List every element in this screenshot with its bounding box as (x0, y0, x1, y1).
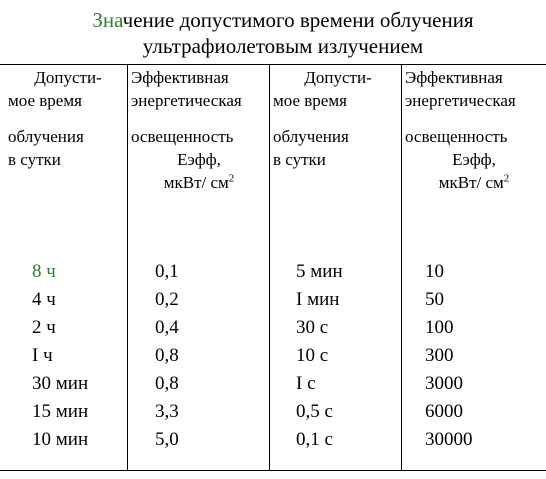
header-line: Эффективная (131, 68, 229, 87)
table-cell: 0,1 с (296, 429, 333, 450)
table-cell: I мин (296, 289, 340, 310)
table-cell: 15 мин (32, 401, 89, 422)
header-line: мое время (273, 91, 347, 110)
column-divider-2 (269, 64, 270, 470)
table-cell: 0,5 с (296, 401, 333, 422)
table-cell: 30000 (425, 429, 473, 450)
header-line: освещенность (405, 127, 508, 146)
col-time-right (296, 258, 343, 454)
table-cell: 6000 (425, 401, 463, 422)
header-line: освещенность (131, 127, 234, 146)
page-title (20, 8, 546, 32)
header-unit: мкВт/ $см^2$ (163, 172, 235, 192)
header-line: в сутки (8, 150, 61, 169)
table-cell: 4 ч (32, 289, 56, 310)
table-cell: 0,4 (155, 317, 179, 338)
header-line: мое время (8, 91, 82, 110)
header-gap (273, 112, 399, 125)
header-line: Еэфф, (177, 150, 221, 169)
header-line: Допусти- (304, 68, 372, 87)
table-bottom-rule (0, 470, 546, 471)
header-line: энергетическая (405, 91, 516, 110)
column-divider-3 (401, 64, 402, 470)
page-subtitle: ультрафиолетовым излучением (142, 34, 424, 58)
table-cell: 0,8 (155, 373, 179, 394)
table-cell: 5,0 (155, 429, 179, 450)
table-cell: 2 ч (32, 317, 56, 338)
header-line: в сутки (273, 150, 326, 169)
header-line: энергетическая (131, 91, 242, 110)
table-cell: I ч (32, 345, 53, 366)
table-cell: 30 с (296, 317, 329, 338)
header-gap (8, 112, 124, 125)
col-time-left (32, 258, 88, 454)
table-cell: 8 ч (32, 261, 56, 282)
header-time-left (8, 66, 124, 171)
header-time-right (273, 66, 399, 171)
table-cell: 10 (425, 261, 444, 282)
table-cell: 0,2 (155, 289, 179, 310)
table-cell: 5 мин (296, 261, 343, 282)
table-cell: 0,8 (155, 345, 179, 366)
table-cell: 10 с (296, 345, 329, 366)
table-cell: 300 (425, 345, 454, 366)
title-accent: Зна (92, 8, 123, 32)
table-cell: 0,1 (155, 261, 179, 282)
title-line1: чение допустимого времени облучения (122, 8, 474, 32)
header-line: Еэфф, (452, 150, 496, 169)
table-cell: 10 мин (32, 429, 89, 450)
table-cell: I с (296, 373, 316, 394)
header-gap (131, 112, 267, 125)
header-unit: мкВт/ $см^2$ (438, 172, 510, 192)
header-line: Допусти- (34, 68, 102, 87)
table-top-rule (0, 64, 546, 65)
header-line: Эффективная (405, 68, 503, 87)
col-value-right (425, 258, 473, 454)
column-divider-1 (127, 64, 128, 470)
header-gap (405, 112, 543, 125)
table-cell: 3,3 (155, 401, 179, 422)
header-irradiance-left (131, 66, 267, 194)
table-cell: 30 мин (32, 373, 89, 394)
header-irradiance-right (405, 66, 543, 194)
table-cell: 50 (425, 289, 444, 310)
table-cell: 3000 (425, 373, 463, 394)
table-cell: 100 (425, 317, 454, 338)
col-value-left (155, 258, 179, 454)
header-line: облучения (273, 127, 349, 146)
header-line: облучения (8, 127, 84, 146)
